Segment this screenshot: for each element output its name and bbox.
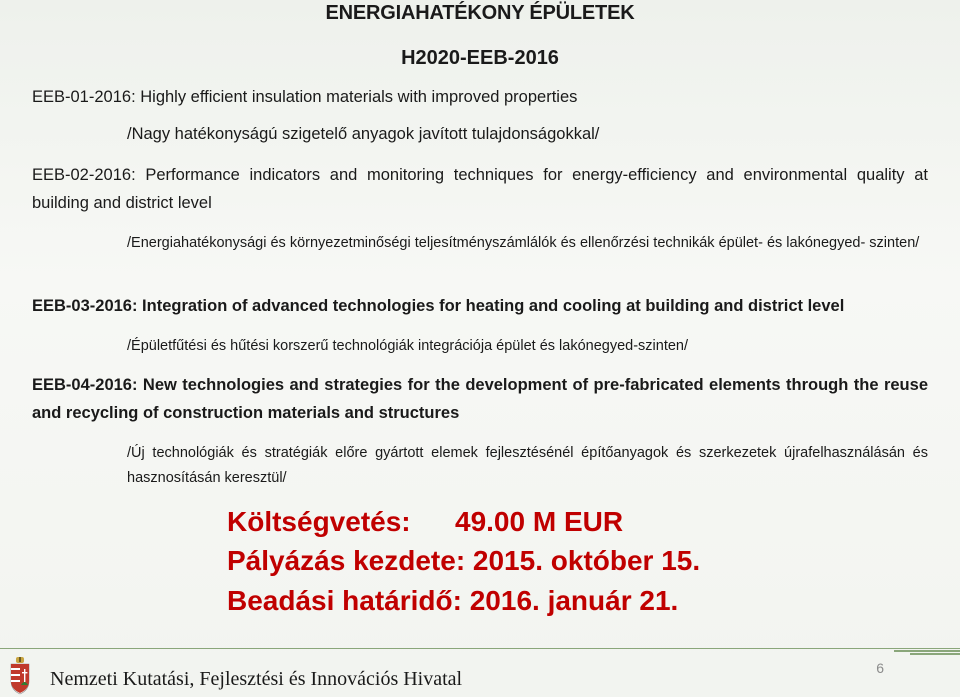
eeb-02-hungarian: /Energiahatékonysági és környezetminőségi teljesítményszámlálók és ellenőrzési technikák épület- és lakónegyed- szinten/: [127, 235, 920, 251]
eeb-03-title: EEB-03-2016: Integration of advanced technologies for heating and cooling at building and district level: [32, 297, 845, 315]
page-number: 6: [876, 660, 884, 676]
budget-value: 49.00 M EUR: [455, 506, 624, 537]
eeb-01-hungarian: /Nagy hatékonyságú szigetelő anyagok javított tulajdonságokkal/: [127, 125, 600, 143]
eeb-04-title: EEB-04-2016: New technologies and strategies for the development of pre-fabricated elements through the reuse and recycling of construction materials and structures: [32, 376, 928, 422]
eeb-01-title: EEB-01-2016: Highly efficient insulation materials with improved properties: [32, 88, 578, 106]
organization-name: Nemzeti Kutatási, Fejlesztési és Innovációs Hivatal: [50, 668, 463, 690]
eeb-04-hungarian: /Új technológiák és stratégiák előre gyártott elemek fejlesztésénél építőanyagok és szerkezetek újrafelhasználásán és hasznosításán keresztül/: [127, 445, 928, 486]
hungarian-crest-icon: [9, 657, 31, 695]
eeb-03-hungarian: /Épületfűtési és hűtési korszerű technológiák integrációja épület és lakónegyed-szinten/: [127, 338, 689, 354]
corner-decoration: [894, 650, 960, 656]
start-date-line: Pályázás kezdete: 2015. október 15.: [227, 545, 701, 576]
eeb-02-title: EEB-02-2016: Performance indicators and monitoring techniques for energy-efficiency and environmental quality at building and district level: [32, 166, 928, 212]
budget-label: Költségvetés:: [227, 506, 411, 537]
page-title: ENERGIAHATÉKONY ÉPÜLETEK: [325, 2, 635, 24]
budget-line: [227, 502, 624, 541]
deadline-line: Beadási határidő: 2016. január 21.: [227, 585, 679, 616]
call-code-text: H2020-EEB-2016: [401, 47, 559, 69]
footer-divider: [0, 648, 960, 649]
call-code: [0, 47, 960, 70]
